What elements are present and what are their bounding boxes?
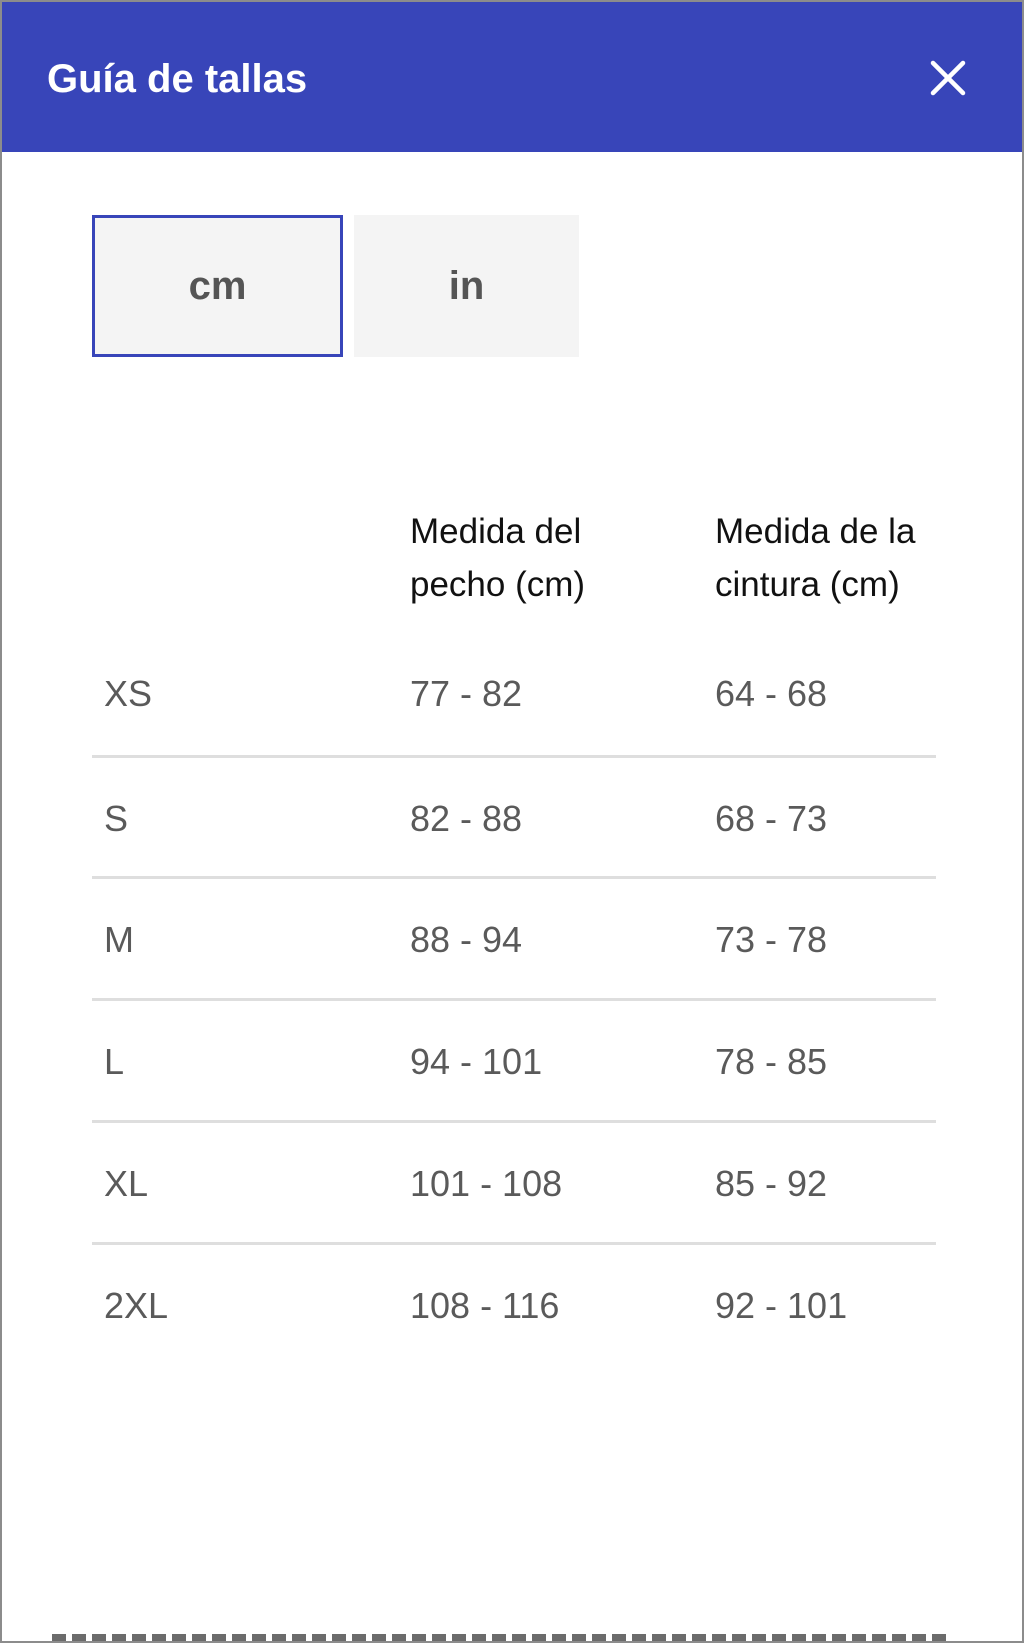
- size-cell: L: [104, 1041, 125, 1082]
- size-cell: S: [104, 798, 129, 839]
- close-icon: [930, 60, 966, 96]
- waist-cell: 92 - 101: [715, 1285, 848, 1326]
- table-row: [92, 876, 936, 998]
- chest-cell: 94 - 101: [410, 1041, 543, 1082]
- unit-in-button[interactable]: in: [354, 215, 579, 357]
- waist-cell: 78 - 85: [715, 1041, 828, 1082]
- column-header-chest: [410, 505, 585, 611]
- underlying-page-text-edge: [52, 1634, 952, 1643]
- size-cell: M: [104, 919, 134, 960]
- column-header-waist-line1: Medida de la: [715, 512, 916, 551]
- chest-cell: 82 - 88: [410, 798, 523, 839]
- column-header-waist: [715, 505, 915, 611]
- waist-cell: 85 - 92: [715, 1163, 828, 1204]
- size-cell: 2XL: [104, 1285, 169, 1326]
- chest-cell: 88 - 94: [410, 919, 523, 960]
- table-row: [92, 998, 936, 1120]
- waist-cell: 64 - 68: [715, 673, 828, 714]
- column-header-waist-line2: cintura (cm): [715, 565, 900, 604]
- waist-cell: 73 - 78: [715, 919, 828, 960]
- close-button[interactable]: [920, 50, 976, 106]
- chest-cell: 77 - 82: [410, 673, 523, 714]
- table-row: [92, 633, 936, 755]
- modal-header: [2, 2, 1022, 152]
- size-table: [92, 482, 936, 1382]
- chest-cell: 101 - 108: [410, 1163, 563, 1204]
- unit-cm-button[interactable]: cm: [92, 215, 343, 357]
- size-cell: XS: [104, 673, 153, 714]
- table-row: [92, 1120, 936, 1242]
- chest-cell: 108 - 116: [410, 1285, 560, 1326]
- column-header-chest-line1: Medida del: [410, 512, 582, 551]
- modal-title: Guía de tallas: [47, 57, 308, 101]
- table-row: [92, 755, 936, 877]
- column-header-chest-line2: pecho (cm): [410, 565, 586, 604]
- table-row: [92, 1242, 936, 1364]
- size-cell: XL: [104, 1163, 149, 1204]
- waist-cell: 68 - 73: [715, 798, 828, 839]
